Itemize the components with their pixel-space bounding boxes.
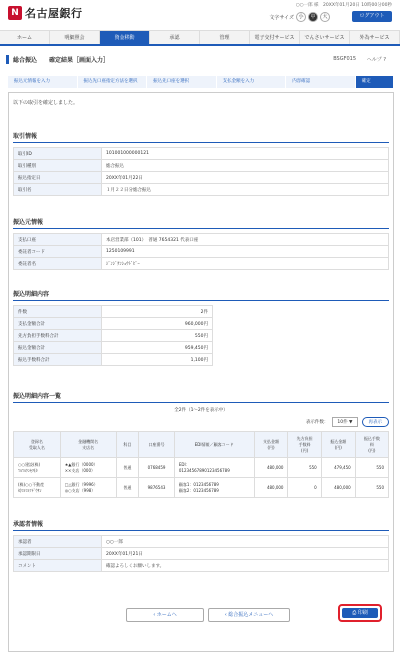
cell-fee: 0 [288,478,321,498]
row-label: 支払口座 [14,234,102,246]
row-label: 承認者 [14,536,102,548]
col-header: 登録名 受取人名 [14,432,61,458]
row-label: 先方負担手数料合計 [14,330,102,342]
row-label: 支払金額合計 [14,318,102,330]
col-header: 振込手数 料 (円) [355,432,388,458]
transfer-menu-button-label: 総合振込メニューへ [228,612,274,618]
transaction-table [13,147,389,196]
step-3: 振込先口座を選択 [147,76,217,88]
transfer-menu-button[interactable] [208,608,290,622]
nav-approval[interactable]: 承認 [150,31,200,44]
row-label: 件数 [14,306,102,318]
row-value: 1250109991 [102,246,389,258]
nav-e-delivery[interactable]: 電子交付サービス [250,31,300,44]
col-header: 先方負担 手数料 (円) [288,432,321,458]
row-value: 1,100円 [102,354,213,366]
row-value: 101001000000121 [102,148,389,160]
completion-message: 以下の取引を確定しました。 [13,100,79,106]
font-size-large-button[interactable]: 大 [320,12,330,22]
summary-table [13,305,213,366]
cell-bank: ★▲銀行（0000） ××支店（000） [60,458,116,478]
redisplay-button[interactable]: 再表示 [362,417,390,427]
cell-account: 9876543 [139,478,175,498]
cell-pay: 480,000 [254,478,288,498]
row-value: 959,450円 [102,342,213,354]
row-value: 960,000円 [102,318,213,330]
font-size-label: 文字サイズ [269,14,294,21]
printer-icon: ⎙ [352,610,358,616]
row-value: 総合振込 [102,160,389,172]
display-count-label: 表示件数： [305,420,329,425]
detail-section [13,391,389,498]
font-size-small-button[interactable]: 小 [296,12,306,22]
display-controls [13,417,389,427]
chevron-left-icon: ‹ [224,612,229,618]
cell-account: 0768459 [139,458,175,478]
source-section [13,217,389,270]
table-row [14,458,389,478]
bank-logo [8,5,83,21]
row-label: 委託者コード [14,246,102,258]
global-nav [0,30,400,46]
chevron-left-icon: ‹ [153,612,157,618]
cell-type: 普通 [116,458,139,478]
col-header: 振込金額 (円) [321,432,355,458]
section-heading: 取引情報 [13,131,389,143]
nav-forex[interactable]: 外為サービス [350,31,400,44]
col-header: 金融機関名 支店名 [60,432,116,458]
row-label: 取引ID [14,148,102,160]
progress-steps [8,76,394,88]
header [0,0,400,30]
print-button-inner[interactable] [342,608,378,618]
cell-name: ○○建設(株) ﾏﾙﾏﾙｹﾝｾﾂ(ｶ [14,458,61,478]
page-subtitle: 確定結果［画面入力］ [49,56,110,64]
font-size-medium-button[interactable]: 中 [308,12,318,22]
approver-section [13,519,389,572]
font-size-switch [269,12,330,22]
detail-table [13,431,389,498]
cell-tfee: 550 [355,478,388,498]
step-5: 内容確認 [286,76,356,88]
col-header: EDI情報／顧客コード [174,432,254,458]
nav-statements[interactable]: 明細照会 [50,31,100,44]
content-panel [8,92,394,652]
section-heading: 振込明細内容 [13,289,389,301]
screen-code: BSGF015 [333,56,356,62]
source-table [13,233,389,270]
row-label: 委託者名 [14,258,102,270]
home-button[interactable] [126,608,204,622]
cell-amount: 480,000 [321,478,355,498]
row-value: 2件 [102,306,213,318]
logo-mark: N [8,6,22,20]
step-6: 確定 [356,76,394,88]
col-header: 口座番号 [139,432,175,458]
cell-pay: 480,000 [254,458,288,478]
cell-amount: 479,450 [321,458,355,478]
display-count-select[interactable]: 10件 ▼ [332,417,357,427]
section-heading: 振込明細内容一覧 [13,391,389,403]
row-value: 本店営業部（101） 普通 7654321 代表口座 [102,234,389,246]
cell-type: 普通 [116,478,139,498]
transaction-section [13,131,389,196]
cell-edi: EDI： 0123456789012345678​9 [174,458,254,478]
cell-bank: □△銀行（9996） ◎○支店（998） [60,478,116,498]
nav-admin[interactable]: 管理 [200,31,250,44]
row-label: 取引種別 [14,160,102,172]
nav-transfer[interactable]: 資金移動 [100,31,150,44]
section-heading: 振込元情報 [13,217,389,229]
step-4: 支払金額を入力 [217,76,287,88]
row-value: ○○一郎 [102,536,389,548]
summary-section [13,289,389,366]
logout-button[interactable]: ログアウト [352,11,392,22]
home-button-label: ホームへ [156,612,177,618]
nav-densai[interactable]: でんさいサービス [300,31,350,44]
row-value: １月２２日分総合振込 [102,184,389,196]
row-value: 確認よろしくお願いします。 [102,560,389,572]
step-1: 振込元情報を入力 [8,76,78,88]
cell-tfee: 550 [355,458,388,478]
table-row [14,478,389,498]
col-header: 科目 [116,432,139,458]
bank-name: 名古屋銀行 [25,7,83,20]
record-count: 全2件（1～2件を表示中） [174,408,228,413]
col-header: 支払金額 (円) [254,432,288,458]
print-button[interactable] [338,604,382,622]
approver-table [13,535,389,572]
cell-name: (株)○○不動産 ｶ)ﾏﾙﾏﾙﾌﾄﾞｳｻﾝ [14,478,61,498]
row-label: 振込手数料合計 [14,354,102,366]
cell-fee: 550 [288,458,321,478]
row-label: 振込指定日 [14,172,102,184]
row-label: コメント [14,560,102,572]
row-label: 振込金額合計 [14,342,102,354]
row-value: 550円 [102,330,213,342]
user-info: ○○一郎 様 20XX年01月20日 10時00分00秒 [295,3,392,8]
row-value: 20XX年01月21日 [102,548,389,560]
help-link[interactable]: ヘルプ ? [366,56,386,63]
step-2: 振込先口座指定方法を選択 [78,76,148,88]
page-title-bar [6,52,394,66]
section-heading: 承認者情報 [13,519,389,531]
print-button-label: 印刷 [357,610,368,616]
row-value: 20XX年01月22日 [102,172,389,184]
nav-home[interactable]: ホーム [0,31,50,44]
row-label: 取引名 [14,184,102,196]
action-buttons [8,608,394,628]
row-value: ｼﾞﾝｼﾞｹﾝｼｭｳﾄﾞﾋﾟｰ [102,258,389,270]
cell-edi: 顧客1：0123456789 顧客2：0123456789 [174,478,254,498]
row-label: 承認期限日 [14,548,102,560]
page-title: 総合振込 [6,55,37,64]
